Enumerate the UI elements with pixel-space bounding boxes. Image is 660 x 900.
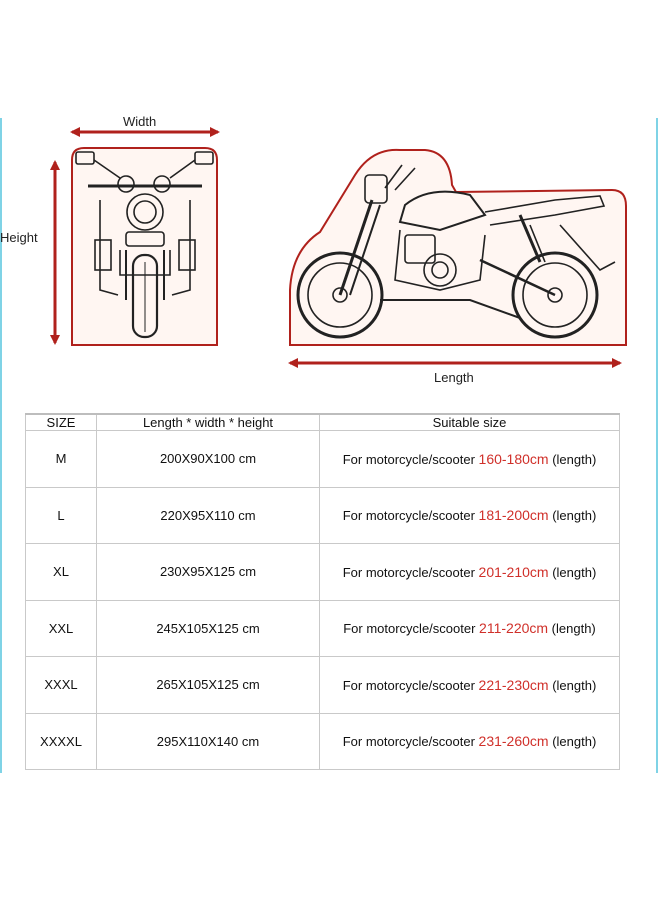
length-range: 221-230cm <box>478 676 549 693</box>
table-header-row <box>26 414 620 431</box>
table-row <box>26 713 620 770</box>
diagram-svg <box>0 0 660 400</box>
size-cell: XXL <box>26 600 97 657</box>
suitable-prefix: For motorcycle/scooter <box>342 564 479 580</box>
suitable-suffix: (length) <box>548 451 597 467</box>
length-range: 160-180cm <box>478 450 549 467</box>
size-cell: M <box>26 431 97 488</box>
size-chart-table <box>25 413 620 770</box>
table-row <box>26 487 620 544</box>
side-cover-outline <box>290 150 626 345</box>
length-range: 231-260cm <box>478 733 549 750</box>
dimensions-cell: 295X110X140 cm <box>97 713 320 770</box>
suitable-suffix: (length) <box>548 621 596 637</box>
table-row <box>26 657 620 714</box>
suitable-suffix: (length) <box>548 677 597 693</box>
dimensions-cell: 245X105X125 cm <box>97 600 320 657</box>
suitable-prefix: For motorcycle/scooter <box>342 451 479 467</box>
suitable-suffix: (length) <box>548 734 597 750</box>
size-cell: XXXXL <box>26 713 97 770</box>
suitable-size-cell <box>320 487 620 544</box>
size-cell: L <box>26 487 97 544</box>
suitable-prefix: For motorcycle/scooter <box>342 734 479 750</box>
length-range: 201-210cm <box>478 563 549 580</box>
length-range: 211-220cm <box>479 620 549 637</box>
faint-watermark-strip <box>345 764 615 774</box>
suitable-size-cell <box>320 713 620 770</box>
header-dimensions: Length * width * height <box>97 414 320 431</box>
suitable-prefix: For motorcycle/scooter <box>342 508 479 524</box>
dimensions-cell: 230X95X125 cm <box>97 544 320 601</box>
dimension-diagram <box>0 0 660 400</box>
length-range: 181-200cm <box>478 507 549 524</box>
suitable-size-cell <box>320 544 620 601</box>
size-cell: XL <box>26 544 97 601</box>
suitable-prefix: For motorcycle/scooter <box>343 621 480 637</box>
length-label: Length <box>434 370 474 385</box>
header-size: SIZE <box>26 414 97 431</box>
table-row <box>26 544 620 601</box>
table-row <box>26 431 620 488</box>
width-label: Width <box>123 114 157 129</box>
dimensions-cell: 200X90X100 cm <box>97 431 320 488</box>
suitable-suffix: (length) <box>548 564 597 580</box>
suitable-suffix: (length) <box>548 508 597 524</box>
suitable-size-cell <box>320 431 620 488</box>
suitable-prefix: For motorcycle/scooter <box>342 677 479 693</box>
suitable-size-cell <box>320 600 620 657</box>
suitable-size-cell <box>320 657 620 714</box>
size-cell: XXXL <box>26 657 97 714</box>
dimensions-cell: 220X95X110 cm <box>97 487 320 544</box>
header-suitable-size: Suitable size <box>320 414 620 431</box>
dimensions-cell: 265X105X125 cm <box>97 657 320 714</box>
height-label: Height <box>0 230 38 245</box>
table-row <box>26 600 620 657</box>
